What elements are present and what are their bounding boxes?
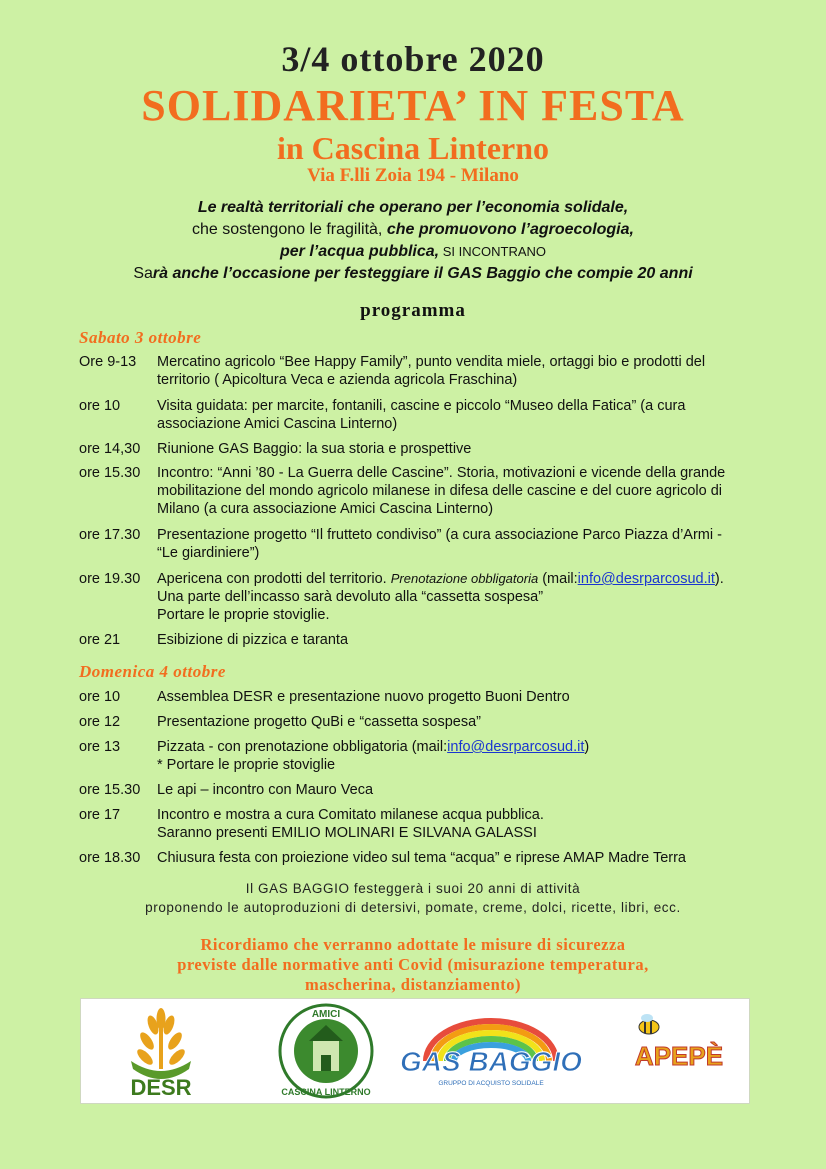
item-desc: mobilitazione del mondo agricolo milanese in difesa delle cascine e del cuore agricolo di [157,483,723,499]
program-title: programma [360,300,466,321]
wheat-icon [81,999,241,1103]
item-time: ore 12 [79,714,121,730]
booking-note: Prenotazione obbligatoria [390,571,539,586]
gas-baggio-subtext: GRUPPO DI ACQUISTO SOLIDALE [438,1080,544,1087]
item-desc: Pizzata - con prenotazione obbligatoria (mail: [157,739,448,755]
item-desc: territorio ( Apicoltura Veca e azienda agricola Fraschina) [157,372,518,388]
amici-top-text: AMICI [311,1009,341,1020]
item-time: ore 17 [79,807,121,823]
item-desc: Incontro e mostra a cura Comitato milanese acqua pubblica. [157,807,544,823]
amici-cascina-logo [251,999,401,1103]
item-time: ore 15.30 [79,465,141,481]
item-desc: Esibizione di pizzica e taranta [157,632,349,648]
item-desc: “Le giardiniere”) [157,545,260,561]
intro-line4b: rà anche l’occasione per festeggiare il GAS Baggio che compie 20 anni [152,265,693,282]
covid-notice [0,935,826,995]
footer-line: Il GAS BAGGIO festeggerà i suoi 20 anni di attività [245,881,581,896]
item-desc: Incontro: “Anni ’80 - La Guerra delle Cascine”. Storia, motivazioni e vicende della grande [157,465,726,481]
intro-line4a: Sa [133,265,153,282]
email-link[interactable]: info@desrparcosud.it [577,571,715,587]
item-desc: ) [584,739,590,755]
intro-line2b: che promuovono l’agroecologia, [386,221,634,238]
item-time: ore 21 [79,632,121,648]
item-desc: Portare le proprie stoviglie. [157,607,330,623]
event-date: 3/4 ottobre 2020 [281,39,545,79]
event-address: Via F.lli Zoia 194 - Milano [307,165,519,186]
item-time: ore 18.30 [79,850,141,866]
gas-baggio-text: GAS BAGGIO [399,1046,583,1077]
event-title: SOLIDARIETA’ IN FESTA [141,81,685,130]
desr-logo [81,999,241,1103]
item-desc: Mercatino agricolo “Bee Happy Family”, punto vendita miele, ortaggi bio e prodotti del [157,354,706,370]
covid-line: mascherina, distanziamento) [304,975,522,994]
event-venue: in Cascina Linterno [276,130,550,166]
saturday-heading: Sabato 3 ottobre [79,328,202,347]
item-desc: Riunione GAS Baggio: la sua storia e prospettive [157,441,472,457]
item-time: ore 15.30 [79,782,141,798]
desr-logo-text: DESR [130,1075,192,1100]
item-time: ore 13 [79,739,121,755]
covid-line: previste dalle normative anti Covid (misurazione temperatura, [177,955,649,974]
bee-icon [611,999,749,1103]
rainbow-icon [386,999,596,1103]
item-desc: Saranno presenti EMILIO MOLINARI E SILVANA GALASSI [157,825,537,841]
item-desc: (mail: [538,571,578,587]
item-time: ore 14,30 [79,441,141,457]
item-desc: ). [714,571,724,587]
covid-line: Ricordiamo che verranno adottate le misure di sicurezza [200,935,626,954]
intro-text [0,197,826,285]
item-desc: Milano (a cura associazione Amici Cascina Linterno) [157,501,494,517]
item-desc: Assemblea DESR e presentazione nuovo progetto Buoni Dentro [157,689,570,705]
sponsor-logos [80,998,750,1104]
item-desc: Presentazione progetto “Il frutteto condiviso” (a cura associazione Parco Piazza d’Armi - [157,527,722,543]
item-time: ore 10 [79,689,121,705]
item-desc: Apericena con prodotti del territorio. [157,571,391,587]
intro-line2a: che sostengono le fragilità, [192,221,387,238]
apepe-text: APEPÈ [634,1041,724,1071]
intro-line1: Le realtà territoriali che operano per l’economia solidale, [197,199,629,216]
item-time: ore 10 [79,398,121,414]
email-link[interactable]: info@desrparcosud.it [447,739,585,755]
footer-line: proponendo le autoproduzioni di detersivi, pomate, creme, dolci, ricette, libri, ecc. [145,900,681,915]
item-time: ore 17.30 [79,527,141,543]
item-desc: Visita guidata: per marcite, fontanili, cascine e piccolo “Museo della Fatica” (a cura [157,398,686,414]
cascina-badge-icon [251,999,401,1103]
item-desc: Una parte dell’incasso sarà devoluto alla “cassetta sospesa” [157,589,544,605]
intro-line3b: SI INCONTRANO [439,244,547,259]
item-desc: Presentazione progetto QuBi e “cassetta sospesa” [157,714,482,730]
apepe-logo [611,999,749,1103]
item-time: Ore 9-13 [79,354,137,370]
item-time: ore 19.30 [79,571,141,587]
item-desc: Le api – incontro con Mauro Veca [157,782,374,798]
gas-baggio-logo [386,999,596,1103]
intro-line3a: per l’acqua pubblica, [279,243,440,260]
amici-bottom-text: CASCINA LINTERNO [281,1087,371,1097]
item-desc: * Portare le proprie stoviglie [157,757,336,773]
item-desc: associazione Amici Cascina Linterno) [157,416,398,432]
sunday-heading: Domenica 4 ottobre [79,662,226,681]
item-desc: Chiusura festa con proiezione video sul tema “acqua” e riprese AMAP Madre Terra [157,850,686,866]
footer-note [0,879,826,917]
